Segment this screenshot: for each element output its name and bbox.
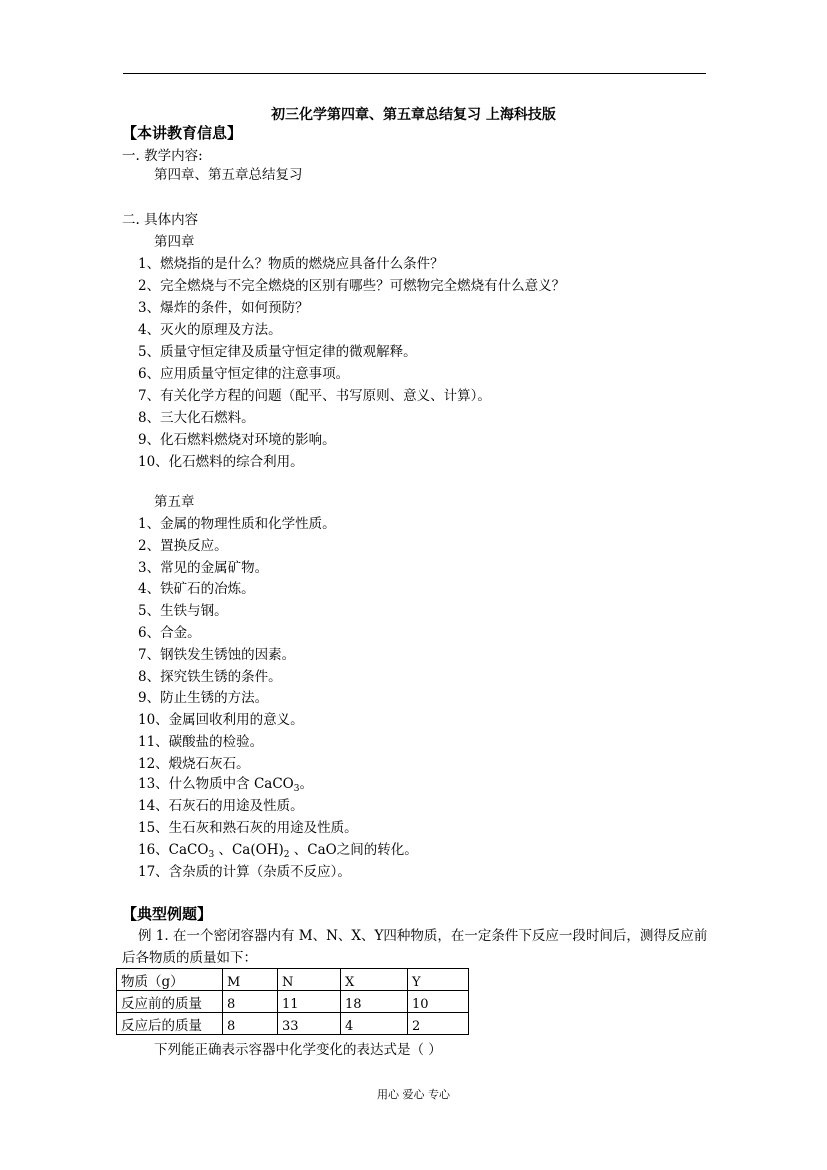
table-cell: 8 xyxy=(223,991,278,1013)
chapter5-item-9: 9、防止生锈的方法。 xyxy=(138,690,269,707)
table-row xyxy=(117,991,469,1013)
table-header-cell: M xyxy=(223,969,278,991)
chapter5-item-1: 1、金属的物理性质和化学性质。 xyxy=(138,516,336,532)
chapter4-item-10: 10、化石燃料的综合利用。 xyxy=(138,454,304,470)
page-title: 初三化学第四章、第五章总结复习 上海科技版 xyxy=(271,107,556,123)
chapter4-item-6: 6、应用质量守恒定律的注意事项。 xyxy=(138,366,350,382)
part1-label: 一. 教学内容: xyxy=(122,148,203,164)
chapter5-label: 第五章 xyxy=(154,494,195,510)
chapter5-item-3: 3、常见的金属矿物。 xyxy=(138,559,269,576)
mass-table xyxy=(116,968,469,1035)
header-rule xyxy=(123,73,706,74)
table-cell: 8 xyxy=(223,1013,278,1035)
chapter5-item-13: 13、什么物质中含 CaCO$_3$。 xyxy=(138,776,313,794)
table-cell: 2 xyxy=(408,1013,469,1035)
chapter4-item-4: 4、灭火的原理及方法。 xyxy=(138,322,282,338)
part2-label: 二. 具体内容 xyxy=(122,212,199,228)
table-row xyxy=(117,1013,469,1035)
chapter5-item-5: 5、生铁与钢。 xyxy=(138,603,228,620)
chapter4-item-5: 5、质量守恒定律及质量守恒定律的微观解释。 xyxy=(138,344,417,360)
chapter4-item-2: 2、完全燃烧与不完全燃烧的区别有哪些？可燃物完全燃烧有什么意义？ xyxy=(138,278,566,294)
table-cell: 11 xyxy=(278,991,341,1013)
page-footer: 用心 爱心 专心 xyxy=(377,1088,450,1101)
chapter5-item-16: 16、CaCO$_3$ 、$Ca(OH)_2$ 、CaO之间的转化。 xyxy=(138,842,418,860)
chapter5-item-11: 11、碳酸盐的检验。 xyxy=(138,734,264,750)
chapter4-item-9: 9、化石燃料燃烧对环境的影响。 xyxy=(138,432,336,448)
chapter4-item-7: 7、有关化学方程的问题（配平、书写原则、意义、计算）。 xyxy=(138,388,491,404)
table-cell: 18 xyxy=(341,991,408,1013)
part1-text: 第四章、第五章总结复习 xyxy=(154,167,303,183)
chapter4-item-1: 1、燃烧指的是什么？物质的燃烧应具备什么条件？ xyxy=(138,256,444,272)
chapter5-item-15: 15、生石灰和熟石灰的用途及性质。 xyxy=(138,820,358,836)
section-heading-info: 【本讲教育信息】 xyxy=(122,124,243,142)
table-header-row xyxy=(117,969,469,991)
chapter5-item-10: 10、金属回收利用的意义。 xyxy=(138,712,304,729)
example1-text: 例 1. 在一个密闭容器内有 M、N、X、Y四种物质，在一定条件下反应一段时间后，测得反应前后各物质的质量如下： xyxy=(122,928,708,966)
chapter5-item-7: 7、钢铁发生锈蚀的因素。 xyxy=(138,646,296,663)
chapter5-item-14: 14、石灰石的用途及性质。 xyxy=(138,798,304,814)
section-heading-examples: 【典型例题】 xyxy=(122,905,213,923)
chapter5-item-12: 12、煅烧石灰石。 xyxy=(138,755,250,772)
table-cell: 反应后的质量 xyxy=(117,1013,223,1035)
chapter4-item-8: 8、三大化石燃料。 xyxy=(138,410,255,426)
chapter5-item-4: 4、铁矿石的冶炼。 xyxy=(138,581,255,598)
table-cell: 10 xyxy=(408,991,469,1013)
chapter5-item-17: 17、含杂质的计算（杂质不反应）。 xyxy=(138,864,351,880)
table-header-cell: X xyxy=(341,969,408,991)
table-header-cell: 物质（g） xyxy=(117,969,223,991)
example1-question: 下列能正确表示容器中化学变化的表达式是（ ） xyxy=(154,1042,442,1058)
table-header-cell: N xyxy=(278,969,341,991)
chapter4-label: 第四章 xyxy=(154,234,195,250)
table-header-cell: Y xyxy=(408,969,469,991)
table-cell: 4 xyxy=(341,1013,408,1035)
table-cell: 33 xyxy=(278,1013,341,1035)
table-cell: 反应前的质量 xyxy=(117,991,223,1013)
chapter5-item-6: 6、合金。 xyxy=(138,625,201,641)
chapter5-item-2: 2、置换反应。 xyxy=(138,537,228,554)
chapter5-item-8: 8、探究铁生锈的条件。 xyxy=(138,668,282,685)
chapter4-item-3: 3、爆炸的条件，如何预防？ xyxy=(138,300,309,316)
